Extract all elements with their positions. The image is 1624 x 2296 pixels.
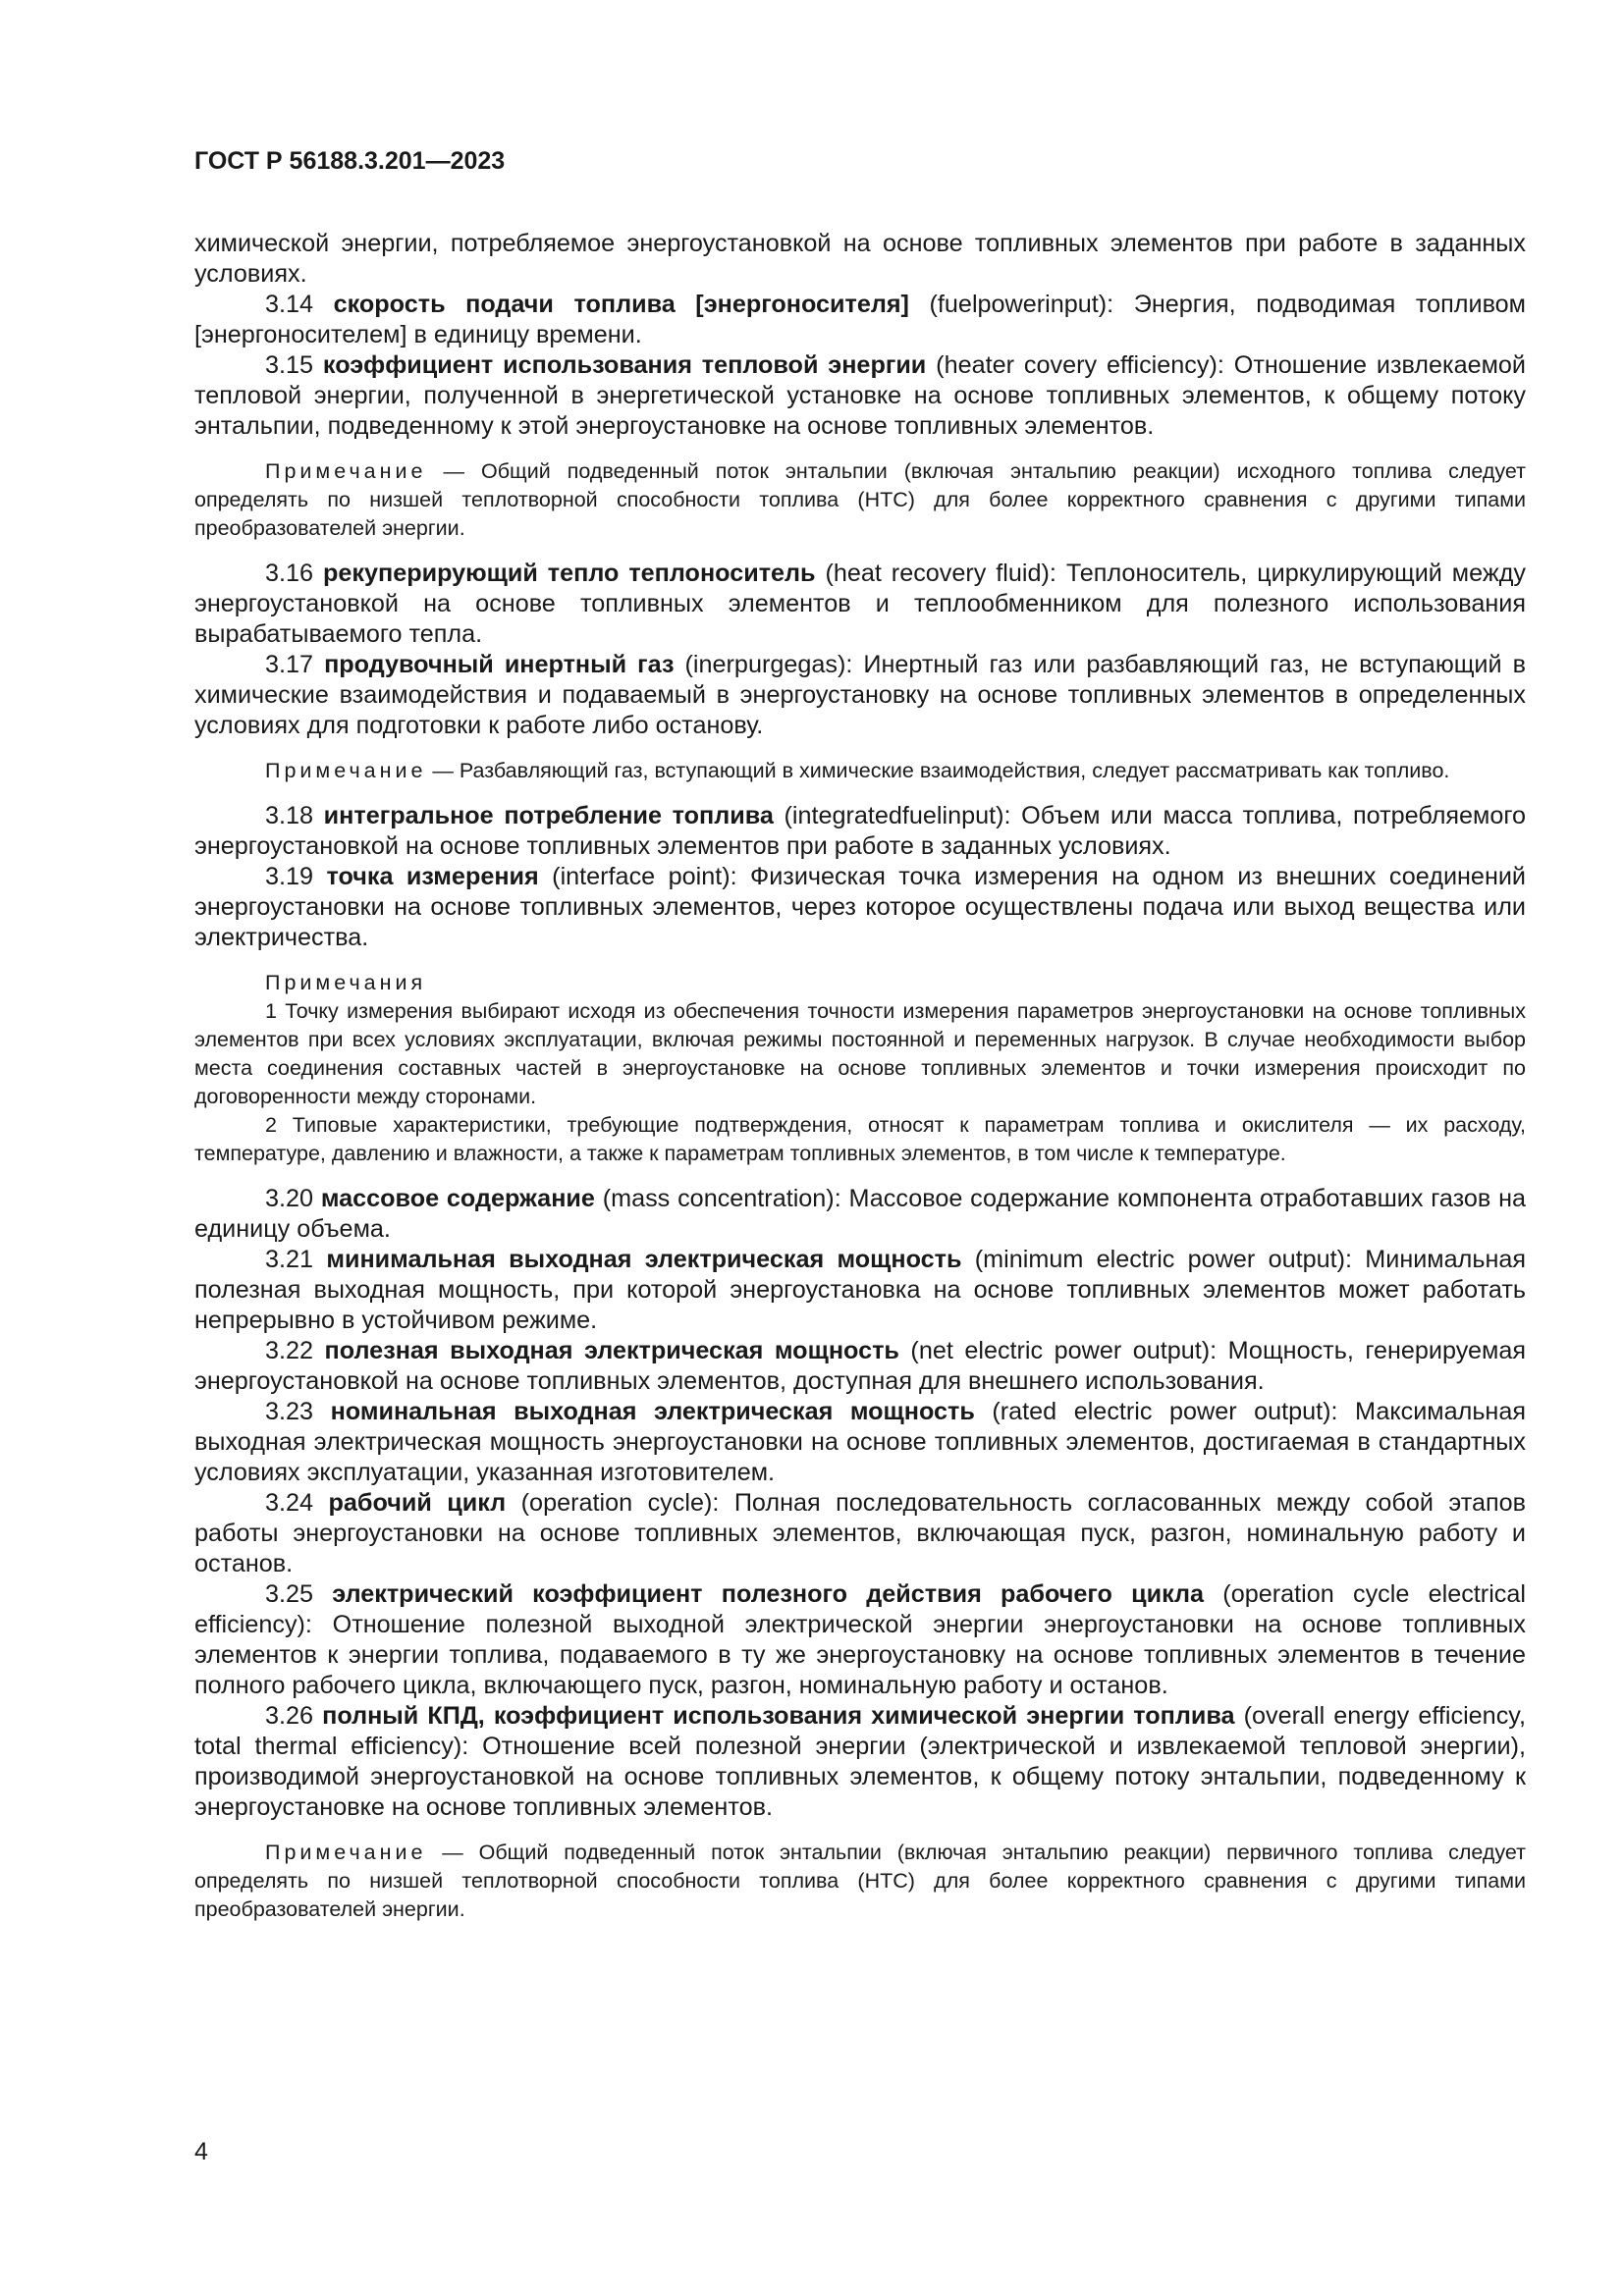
entry-3-18 [194, 801, 1526, 862]
entry-term: полезная выходная электрическая мощность [324, 1337, 899, 1364]
entry-term: коэффициент использования тепловой энергии [322, 351, 927, 379]
entry-term: массовое содержание [320, 1185, 595, 1212]
entry-definition: (net electric power output): Мощность, генерируемая энергоустановкой на основе топливных элементов, доступная для внешнего использования. [194, 1337, 1526, 1395]
notes-label: Примечания [265, 971, 427, 994]
entry-term: рабочий цикл [328, 1489, 507, 1517]
entry-number: 3.25 [265, 1580, 314, 1608]
continuation-text: химической энергии, потребляемое энергоустановкой на основе топливных элементов при работе в заданных условиях. [194, 230, 1526, 288]
entry-number: 3.14 [265, 291, 314, 318]
entry-term: скорость подачи топлива [энергоносителя] [333, 291, 909, 318]
entry-3-15 [194, 350, 1526, 442]
note-text: — Общий подведенный поток энтальпии (включая энтальпию реакции) первичного топлива следует определять по низшей теплотворной способности топлива (НТС) для более корректного сравнения с другими типами преобразователей энергии. [194, 1841, 1526, 1921]
entry-definition: (operation cycle electrical efficiency): Отношение полезной выходной электрической энергии энергоустановки на основе топливных элементов к энергии топлива, подаваемого в ту же энергоустановку на основе топливных элементов в течение полного рабочего цикла, включающего пуск, разгон, номинальную работу и останов. [194, 1580, 1526, 1699]
entry-number: 3.17 [265, 651, 314, 678]
entry-definition: (fuelpowerinput): Энергия, подводимая топливом [энергоносителем] в единицу времени. [194, 291, 1526, 348]
entry-number: 3.19 [265, 863, 314, 890]
entry-number: 3.18 [265, 802, 314, 829]
entry-term: номинальная выходная электрическая мощность [330, 1398, 975, 1425]
entry-3-23 [194, 1397, 1526, 1488]
note-label: Примечание [265, 459, 427, 483]
notes-3-19 [194, 969, 1526, 1168]
entry-number: 3.24 [265, 1489, 314, 1517]
entry-definition: (integratedfuelinput): Объем или масса топлива, потребляемого энергоустановкой на основе топливных элементов при работе в заданных условиях. [194, 802, 1527, 860]
entry-definition: (inerpurgegas): Инертный газ или разбавляющий газ, не вступающий в химические взаимодействия и подаваемый в энергоустановку на основе топливных элементов в определенных условиях для подготовки к работе либо останову. [194, 651, 1526, 739]
note-3-17 [194, 757, 1526, 785]
entry-3-20 [194, 1184, 1526, 1245]
entry-number: 3.15 [265, 351, 314, 379]
entry-term: полный КПД, коэффициент использования химической энергии топлива [322, 1702, 1235, 1730]
entry-definition: (operation cycle): Полная последовательность согласованных между собой этапов работы энергоустановки на основе топливных элементов, включающая пуск, разгон, номинальную работу и останов. [194, 1489, 1526, 1577]
entry-3-14 [194, 290, 1526, 350]
entry-definition: (minimum electric power output): Минимальная полезная выходная мощность, при которой энергоустановка на основе топливных элементов может работать непрерывно в устойчивом режиме. [194, 1246, 1526, 1334]
entry-3-21 [194, 1245, 1526, 1336]
entry-definition: (interface point): Физическая точка измерения на одном из внешних соединений энергоустановки на основе топливных элементов, через которое осуществлены подача или выход вещества или электричества. [194, 863, 1526, 951]
note-text: — Разбавляющий газ, вступающий в химические взаимодействия, следует рассматривать как топливо. [426, 759, 1450, 782]
entry-definition: (mass concentration): Массовое содержание компонента отработавших газов на единицу объема. [194, 1185, 1526, 1243]
note-label: Примечание [265, 759, 427, 782]
entry-number: 3.26 [265, 1702, 314, 1730]
entry-3-17 [194, 650, 1526, 741]
entry-3-22 [194, 1336, 1526, 1397]
entry-number: 3.20 [265, 1185, 314, 1212]
entry-definition: (heat recovery fluid): Теплоноситель, циркулирующий между энергоустановкой на основе топливных элементов и теплообменником для полезного использования вырабатываемого тепла. [194, 560, 1526, 648]
entry-term: интегральное потребление топлива [323, 802, 774, 829]
entry-3-26 [194, 1701, 1526, 1823]
entry-3-19 [194, 862, 1526, 953]
document-page [194, 147, 1526, 1940]
entry-definition: (rated electric power output): Максимальная выходная электрическая мощность энергоустановки на основе топливных элементов, достигаемая в стандартных условиях эксплуатации, указанная изготовителем. [194, 1398, 1526, 1486]
entry-number: 3.22 [265, 1337, 314, 1364]
entry-term: рекуперирующий тепло теплоноситель [322, 560, 816, 587]
entry-3-24 [194, 1488, 1526, 1579]
entry-definition: (overall energy efficiency, total thermal efficiency): Отношение всей полезной энергии (электрической и извлекаемой тепловой энергии), производимой энергоустановкой на основе топливных элементов, к общему потоку энтальпии, подведенному к энергоустановке на основе топливных элементов. [194, 1702, 1527, 1821]
entry-definition: (heater covery efficiency): Отношение извлекаемой тепловой энергии, полученной в энергетической установке на основе топливных элементов, к общему потоку энтальпии, подведенному к этой энергоустановке на основе топливных элементов. [194, 351, 1526, 440]
page-number: 4 [194, 2138, 208, 2165]
note-3-15 [194, 457, 1526, 543]
entry-term: точка измерения [326, 863, 539, 890]
entry-number: 3.16 [265, 560, 314, 587]
note-text: — Общий подведенный поток энтальпии (включая энтальпию реакции) исходного топлива следует определять по низшей теплотворной способности топлива (НТС) для более корректного сравнения с другими типами преобразователей энергии. [194, 459, 1526, 540]
note-3-26 [194, 1839, 1526, 1924]
note-item-2: 2 Типовые характеристики, требующие подтверждения, относят к параметрам топлива и окислителя — их расходу, температуре, давлению и влажности, а также к параметрам топливных элементов, в том числе к температуре. [194, 1113, 1526, 1165]
entry-term: электрический коэффициент полезного действия рабочего цикла [332, 1580, 1205, 1608]
note-item-1: 1 Точку измерения выбирают исходя из обеспечения точности измерения параметров энергоустановки на основе топливных элементов при всех условиях эксплуатации, включая режимы постоянной и переменных нагрузок. В случае необходимости выбор места соединения составных частей в энергоустановке на основе топливных элементов и точки измерения происходит по договоренности между сторонами. [194, 999, 1526, 1108]
entry-term: минимальная выходная электрическая мощность [326, 1246, 962, 1273]
entry-number: 3.23 [265, 1398, 314, 1425]
entry-3-25 [194, 1579, 1526, 1701]
document-header: ГОСТ Р 56188.3.201—2023 [194, 147, 506, 175]
entry-3-16 [194, 559, 1526, 650]
note-label: Примечание [265, 1841, 427, 1864]
entry-term: продувочный инертный газ [324, 651, 675, 678]
entry-number: 3.21 [265, 1246, 314, 1273]
